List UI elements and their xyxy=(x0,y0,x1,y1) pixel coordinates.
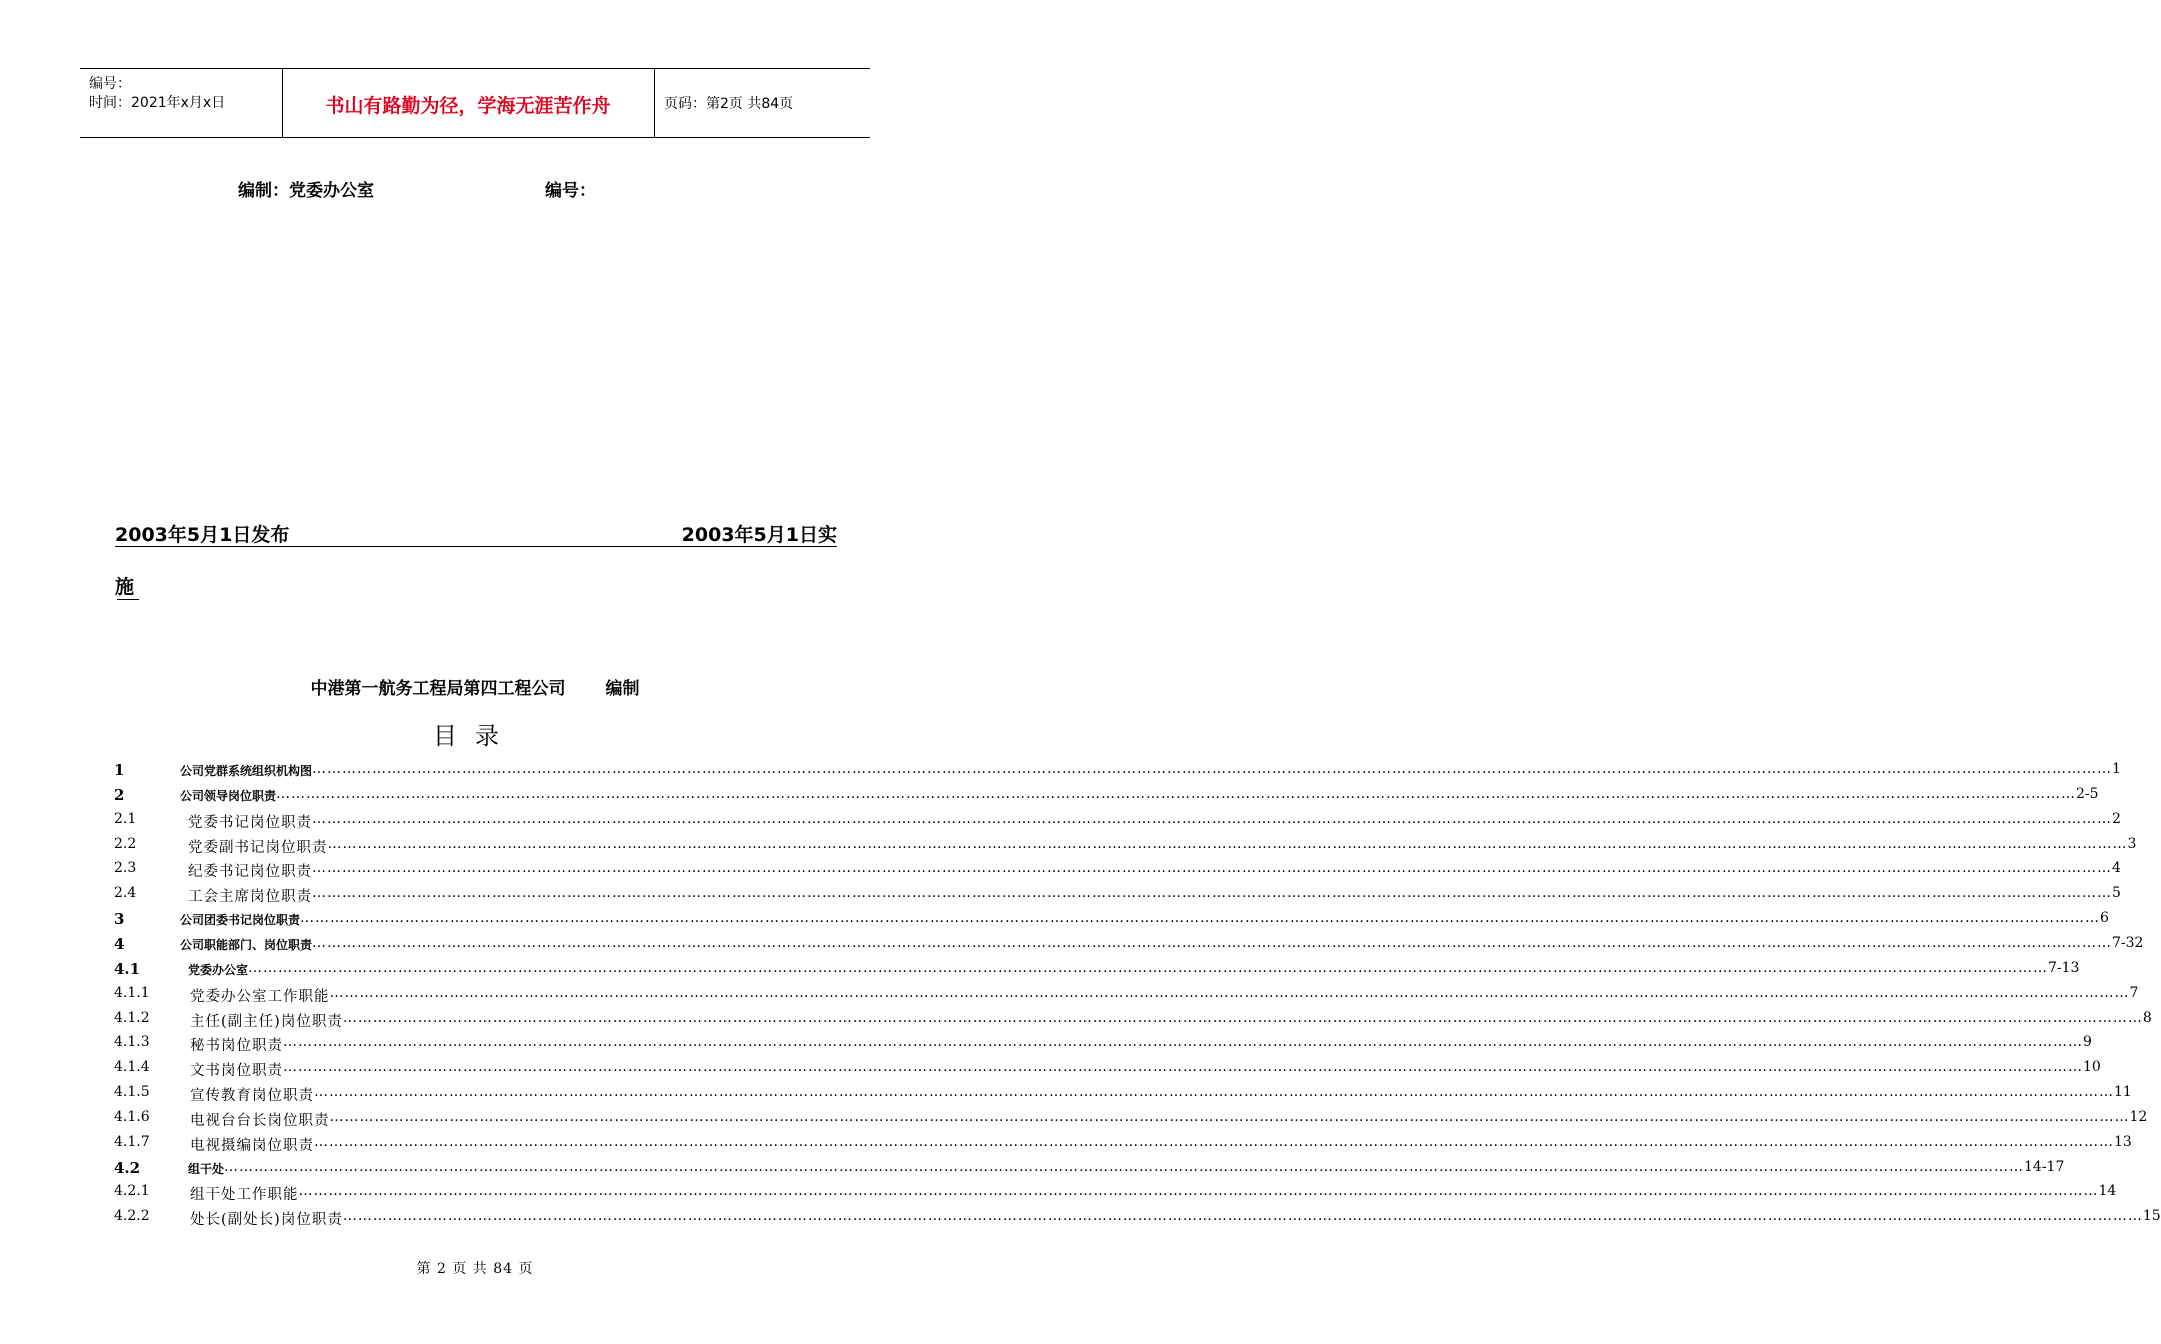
toc-number: 4.1.6 xyxy=(114,1108,150,1125)
toc-page-number: 7-32 xyxy=(2112,934,2144,951)
toc-number: 1 xyxy=(114,761,125,779)
toc-label: 公司职能部门、岗位职责 xyxy=(180,937,313,952)
header-time-label: 时间：2021年x月x日 xyxy=(89,95,226,111)
toc-label: 电视台台长岗位职责 xyxy=(190,1112,330,1129)
toc-label: 公司领导岗位职责 xyxy=(180,788,277,803)
toc-page-number: 3 xyxy=(2127,835,2137,852)
doc-number: 编号： xyxy=(545,181,596,201)
toc-row xyxy=(114,885,2121,907)
toc-page-number: 14 xyxy=(2098,1183,2117,1200)
company-suffix: 编制 xyxy=(605,679,640,699)
toc-label: 电视摄编岗位职责 xyxy=(190,1137,314,1154)
toc-label: 公司党群系统组织机构图 xyxy=(180,764,313,778)
toc-number: 2 xyxy=(114,785,125,804)
toc-leader-dots: ……………………………………………………………………………………………………………………………………………………………………………………………………………………………………………………………………………………………………………………………… xyxy=(283,1034,2083,1051)
toc-row xyxy=(114,910,2109,932)
publish-date: 2003年5月1日发布 xyxy=(115,524,290,546)
toc-row xyxy=(114,1158,2065,1181)
toc-row xyxy=(114,1208,2161,1230)
toc-number: 3 xyxy=(114,910,125,929)
toc-page-number: 2-5 xyxy=(2076,785,2099,802)
toc-leader-dots: ……………………………………………………………………………………………………………………………………………………………………………………………………………………………………………………………………………………………………………………………… xyxy=(312,885,2112,902)
toc-label: 党委副书记岗位职责 xyxy=(188,839,328,856)
toc-leader-dots: ……………………………………………………………………………………………………………………………………………………………………………………………………………………………………………………………………………………………………………………………… xyxy=(314,1084,2114,1101)
underline-divider xyxy=(117,599,139,600)
toc-number: 4.1.3 xyxy=(114,1034,150,1051)
toc-leader-dots: ……………………………………………………………………………………………………………………………………………………………………………………………………………………………………………………………………………………………………………………………… xyxy=(224,1158,2025,1175)
toc-label: 宣传教育岗位职责 xyxy=(190,1088,314,1105)
toc-leader-dots: ……………………………………………………………………………………………………………………………………………………………………………………………………………………………………………………………………………………………………………………………… xyxy=(276,785,2077,802)
toc-leader-dots: ……………………………………………………………………………………………………………………………………………………………………………………………………………………………………………………………………………………………………………………………… xyxy=(312,860,2112,877)
toc-label: 工会主席岗位职责 xyxy=(188,889,312,906)
toc-leader-dots: ……………………………………………………………………………………………………………………………………………………………………………………………………………………………………………………………………………………………………………………………… xyxy=(342,1208,2143,1225)
toc-page-number: 11 xyxy=(2114,1084,2132,1101)
toc-number: 4.1 xyxy=(114,959,141,978)
toc-page-number: 5 xyxy=(2112,885,2121,902)
toc-row xyxy=(114,1084,2132,1106)
toc-label: 处长(副处长)岗位职责 xyxy=(190,1212,343,1229)
toc-leader-dots: ……………………………………………………………………………………………………………………………………………………………………………………………………………………………………………………………………………………………………………………………… xyxy=(283,1059,2083,1076)
toc-number: 4.2.2 xyxy=(114,1208,150,1225)
toc-number: 4.1.7 xyxy=(114,1133,150,1150)
document-header xyxy=(80,68,870,138)
header-motto: 书山有路勤为径，学海无涯苦作舟 xyxy=(325,95,611,117)
page-footer: 第 2 页 共 84 页 xyxy=(416,1261,534,1277)
toc-row xyxy=(114,984,2139,1007)
toc-number: 4.1.2 xyxy=(114,1009,150,1026)
company-line xyxy=(0,674,950,699)
toc-page-number: 13 xyxy=(2114,1133,2132,1150)
toc-page-number: 4 xyxy=(2112,860,2121,877)
toc-leader-dots: ……………………………………………………………………………………………………………………………………………………………………………………………………………………………………………………………………………………………………………………………… xyxy=(329,1108,2130,1125)
toc-number: 4.1.1 xyxy=(114,984,150,1001)
toc-label: 党委办公室 xyxy=(188,962,249,977)
header-motto-cell xyxy=(282,69,655,137)
toc-number: 2.1 xyxy=(114,810,137,827)
toc-page-number: 6 xyxy=(2100,910,2109,927)
toc-label: 组干处 xyxy=(188,1161,225,1176)
toc-row xyxy=(114,1133,2132,1156)
toc-number: 4.2 xyxy=(114,1158,141,1177)
toc-page-number: 12 xyxy=(2129,1108,2148,1125)
header-meta-cell xyxy=(80,69,283,137)
toc-number: 4.2.1 xyxy=(114,1183,150,1200)
toc-row xyxy=(114,1108,2148,1131)
toc-row xyxy=(114,959,2080,982)
toc-leader-dots: ……………………………………………………………………………………………………………………………………………………………………………………………………………………………………………………………………………………………………………………………… xyxy=(329,984,2130,1001)
toc-leader-dots: ……………………………………………………………………………………………………………………………………………………………………………………………………………………………………………………………………………………………………………………………… xyxy=(312,934,2113,951)
toc-label: 主任(副主任)岗位职责 xyxy=(190,1013,343,1030)
toc-leader-dots: ……………………………………………………………………………………………………………………………………………………………………………………………………………………………………………………………………………………………………………………………… xyxy=(327,835,2128,852)
toc-row xyxy=(114,810,2121,833)
toc-label: 秘书岗位职责 xyxy=(190,1038,283,1055)
compiled-by: 编制：党委办公室 xyxy=(238,181,374,201)
toc-leader-dots: ……………………………………………………………………………………………………………………………………………………………………………………………………………………………………………………………………………………………………………………………… xyxy=(298,1183,2099,1200)
toc-page-number: 15 xyxy=(2142,1208,2161,1225)
toc-row xyxy=(114,785,2099,808)
toc-row xyxy=(114,835,2137,858)
toc-number: 2.3 xyxy=(114,860,137,877)
toc-number: 4 xyxy=(114,934,125,953)
toc-page-number: 2 xyxy=(2112,810,2121,827)
toc-row xyxy=(114,761,2121,783)
header-page-info: 页码：第2页 共84页 xyxy=(664,96,794,112)
toc-page-number: 14-17 xyxy=(2024,1158,2065,1175)
toc-leader-dots: ……………………………………………………………………………………………………………………………………………………………………………………………………………………………………………………………………………………………………………………………… xyxy=(342,1009,2143,1026)
toc-page-number: 7-13 xyxy=(2048,959,2080,976)
toc-number: 2.4 xyxy=(114,885,137,902)
toc-page-number: 9 xyxy=(2083,1034,2092,1051)
effective-date: 2003年5月1日实 xyxy=(681,524,837,546)
toc-leader-dots: ……………………………………………………………………………………………………………………………………………………………………………………………………………………………………………………………………………………………………………………………… xyxy=(314,1133,2114,1150)
toc-label: 纪委书记岗位职责 xyxy=(188,864,312,881)
toc-row xyxy=(114,1059,2101,1081)
toc-label: 文书岗位职责 xyxy=(190,1063,283,1080)
toc-label: 党委办公室工作职能 xyxy=(190,988,330,1005)
toc-leader-dots: ……………………………………………………………………………………………………………………………………………………………………………………………………………………………………………………………………………………………………………………………… xyxy=(248,959,2049,976)
header-number-label: 编号： xyxy=(89,76,131,92)
toc-leader-dots: ……………………………………………………………………………………………………………………………………………………………………………………………………………………………………………………………………………………………………………………………… xyxy=(312,761,2113,777)
date-line xyxy=(115,520,837,547)
toc-leader-dots: ……………………………………………………………………………………………………………………………………………………………………………………………………………………………………………………………………………………………………………………………… xyxy=(300,910,2101,927)
toc-page-number: 10 xyxy=(2083,1059,2101,1076)
toc-label: 公司团委书记岗位职责 xyxy=(180,913,301,928)
effective-date-tail: 施 xyxy=(115,576,135,598)
toc-label: 组干处工作职能 xyxy=(190,1187,299,1204)
toc-row xyxy=(114,860,2121,882)
toc-row xyxy=(114,1034,2092,1056)
toc-row xyxy=(114,934,2144,957)
header-page-cell xyxy=(654,69,870,137)
toc-page-number: 1 xyxy=(2112,761,2121,777)
toc-row xyxy=(114,1183,2117,1205)
toc-page-number: 7 xyxy=(2129,984,2139,1001)
toc-label: 党委书记岗位职责 xyxy=(188,814,312,831)
toc-page-number: 8 xyxy=(2142,1009,2152,1026)
toc-title: 目录 xyxy=(433,722,517,750)
toc-leader-dots: ……………………………………………………………………………………………………………………………………………………………………………………………………………………………………………………………………………………………………………………………… xyxy=(312,810,2112,827)
toc-row xyxy=(114,1009,2152,1032)
company-name: 中港第一航务工程局第四工程公司 xyxy=(310,679,566,699)
toc-number: 4.1.5 xyxy=(114,1084,150,1101)
toc-number: 2.2 xyxy=(114,835,137,852)
toc-number: 4.1.4 xyxy=(114,1059,150,1076)
